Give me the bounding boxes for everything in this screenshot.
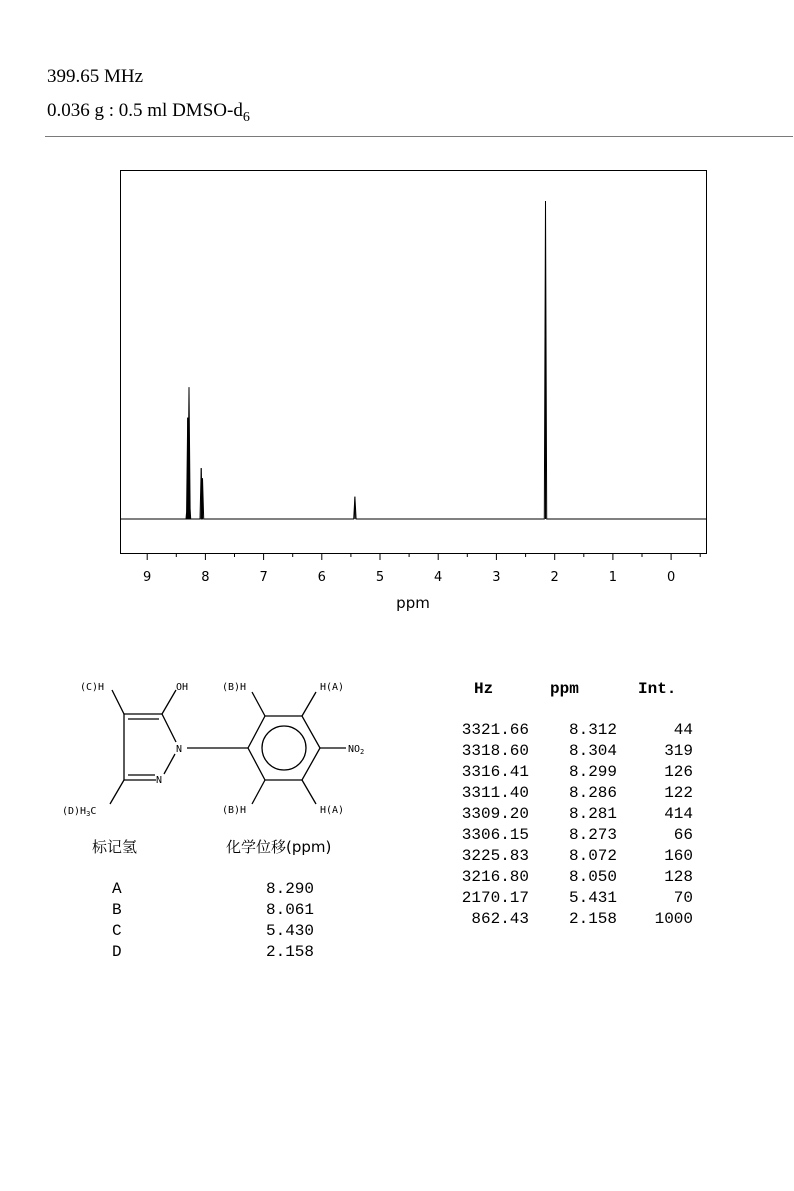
x-axis-tick-labels	[143, 570, 675, 585]
peak-hz: 3216.80	[461, 868, 529, 886]
assignment-header-shift: 化学位移(ppm)	[226, 838, 332, 856]
peak-row	[440, 784, 700, 805]
assignment-label: C	[112, 922, 122, 940]
bond-b-bottom	[252, 780, 265, 804]
x-tick-label: 8	[201, 570, 210, 585]
spectrum-trace	[121, 201, 706, 519]
peak-ppm: 8.304	[568, 742, 617, 760]
peak-ppm: 8.273	[568, 826, 617, 844]
peak-int: 1000	[654, 910, 693, 928]
label-b-h-top: (B)H	[222, 682, 247, 693]
peak-row	[440, 742, 700, 763]
x-axis-label: ppm	[396, 594, 430, 612]
assignment-label: B	[112, 901, 122, 919]
bond-c5-oh	[162, 690, 176, 714]
spectrometer-frequency: 399.65 MHz	[47, 66, 144, 87]
bond-a-bottom	[302, 780, 316, 804]
x-tick-label: 1	[608, 570, 618, 585]
x-tick-label: 9	[143, 570, 152, 585]
peak-row	[440, 721, 700, 742]
peak-int: 414	[664, 805, 693, 823]
label-no2-sub: 2	[360, 748, 365, 756]
peak-int: 160	[664, 847, 693, 865]
label-no2	[348, 744, 364, 756]
peak-ppm: 8.072	[568, 847, 617, 865]
peak-hz: 3309.20	[461, 805, 529, 823]
x-tick-label: 3	[492, 570, 501, 585]
peak-int: 66	[673, 826, 693, 844]
peak-hz: 2170.17	[461, 889, 529, 907]
label-oh: OH	[176, 682, 189, 693]
bond-c3-ch3	[110, 780, 124, 804]
assignment-row	[78, 922, 338, 943]
bond-n1-n2	[164, 754, 175, 774]
label-d-h: (D)H	[62, 806, 87, 817]
peak-marks	[187, 201, 545, 519]
x-tick-label: 2	[550, 570, 559, 585]
bond-a-top	[302, 692, 316, 716]
sample-subscript: 6	[242, 109, 250, 125]
x-tick-label: 0	[666, 570, 676, 585]
molecular-structure	[40, 670, 380, 830]
peak-row	[440, 889, 700, 910]
label-n1: N	[176, 744, 183, 755]
peak-header-ppm: ppm	[550, 680, 579, 698]
sample-text: 0.036 g : 0.5 ml DMSO-d	[47, 100, 243, 121]
assignment-shift: 2.158	[266, 943, 315, 961]
peak-ppm: 8.281	[568, 805, 617, 823]
peak-hz: 3316.41	[461, 763, 529, 781]
x-axis-ticks	[147, 553, 700, 560]
peak-hz: 3321.66	[461, 721, 529, 739]
peak-ppm: 8.312	[568, 721, 617, 739]
assignment-row	[78, 880, 338, 901]
peak-row	[440, 805, 700, 826]
x-tick-label: 4	[434, 570, 443, 585]
label-d-c: C	[90, 806, 97, 817]
peak-int: 122	[664, 784, 693, 802]
peak-int: 128	[664, 868, 693, 886]
peak-int: 70	[673, 889, 693, 907]
peak-header-int: Int.	[638, 680, 677, 698]
label-n2: N	[156, 775, 163, 786]
label-no: NO	[348, 744, 361, 755]
assignment-header-label: 标记氢	[92, 838, 138, 856]
peak-hz: 3318.60	[461, 742, 529, 760]
assignment-label: A	[112, 880, 122, 898]
peak-int: 126	[664, 763, 693, 781]
label-a-h-bottom: H(A)	[320, 805, 345, 816]
peak-row	[440, 910, 700, 931]
peak-int: 44	[673, 721, 693, 739]
plot-frame	[121, 171, 707, 554]
peak-row	[440, 826, 700, 847]
assignment-shift: 5.430	[266, 922, 315, 940]
peak-hz: 862.43	[471, 910, 529, 928]
bond-c5-n1	[162, 714, 176, 742]
peak-row	[440, 868, 700, 889]
x-tick-label: 6	[317, 570, 326, 585]
label-b-h-bottom: (B)H	[222, 805, 247, 816]
peak-hz: 3306.15	[461, 826, 529, 844]
peak-ppm: 8.050	[568, 868, 617, 886]
bond-c4-h	[112, 690, 124, 714]
peak-ppm: 2.158	[568, 910, 617, 928]
label-d-sub: 3	[86, 810, 91, 818]
assignment-row	[78, 901, 338, 922]
assignment-label: D	[112, 943, 122, 961]
peak-hz: 3225.83	[461, 847, 529, 865]
label-d-h3c	[62, 806, 96, 818]
assignment-shift: 8.290	[266, 880, 315, 898]
label-c-h: (C)H	[80, 682, 105, 693]
peak-row	[440, 847, 700, 868]
bond-b-top	[252, 692, 265, 716]
peak-hz: 3311.40	[461, 784, 529, 802]
peak-int: 319	[664, 742, 693, 760]
peak-ppm: 8.286	[568, 784, 617, 802]
label-a-h-top: H(A)	[320, 682, 345, 693]
peak-ppm: 5.431	[568, 889, 617, 907]
assignment-row	[78, 943, 338, 964]
peak-header-hz: Hz	[474, 680, 494, 698]
x-tick-label: 5	[375, 570, 385, 585]
assignment-shift: 8.061	[266, 901, 315, 919]
benzene-aromatic-circle	[262, 726, 306, 770]
peak-row	[440, 763, 700, 784]
peak-ppm: 8.299	[568, 763, 617, 781]
x-tick-label: 7	[259, 570, 268, 585]
